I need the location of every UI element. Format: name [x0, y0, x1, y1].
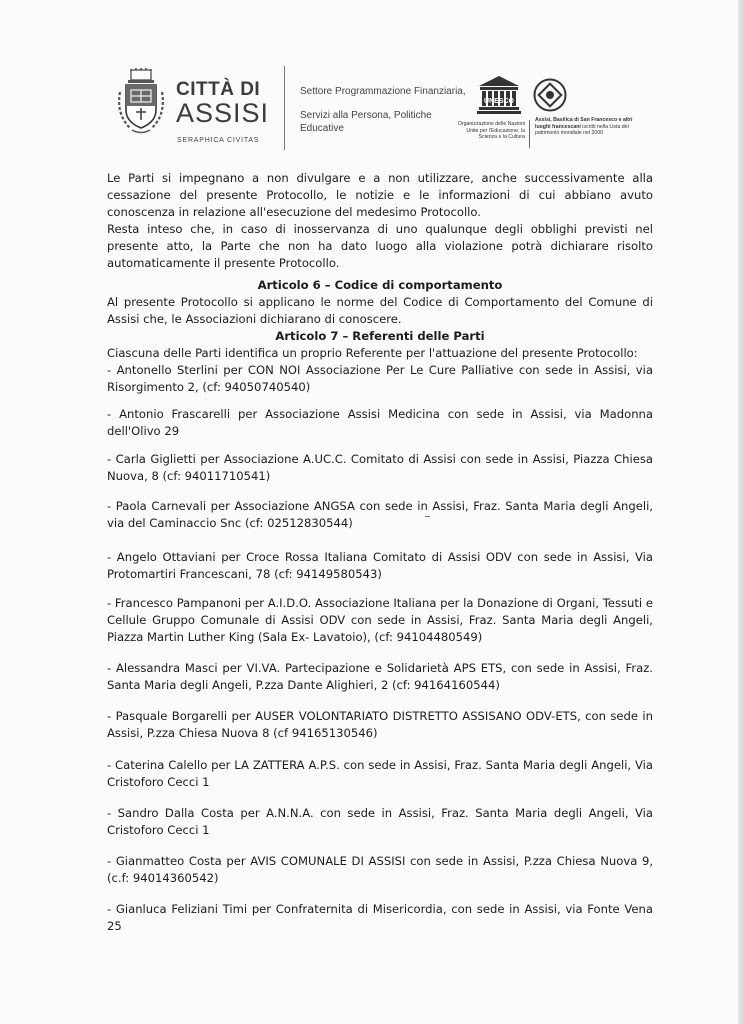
world-heritage-caption-rest: iscritti nella Lista del patrimonio mondiale nel 2000 — [535, 123, 629, 137]
article-6-heading: Articolo 6 – Codice di comportamento — [257, 278, 503, 292]
stray-mark — [425, 516, 430, 517]
referent-item: - Caterina Calello per LA ZATTERA A.P.S. con sede in Assisi, Fraz. Santa Maria degli Angeli, Via Cristoforo Cecci 1 — [107, 758, 653, 789]
article-6-text: Al presente Protocollo si applicano le norme del Codice di Comportamento del Comune di Assisi che, le Associazioni dichiarano di conoscere. — [107, 295, 653, 326]
referent-item: - Paola Carnevali per Associazione ANGSA con sede in Assisi, Fraz. Santa Maria degli Angeli, via del Caminaccio Snc (cf: 02512830544) — [107, 499, 653, 530]
logo-divider — [529, 120, 530, 148]
referent-item: - Gianluca Feliziani Timi per Confraternita di Misericordia, con sede in Assisi, via Fonte Vena 25 — [107, 902, 653, 933]
header-divider — [284, 66, 285, 150]
paragraph-confidentiality: Le Parti si impegnano a non divulgare e a non utilizzare, anche successivamente alla cessazione del presente Protocollo, le notizie e le informazioni di cui abbiano avuto conoscenza in relazione all'esecuzione del medesimo Protocollo. — [107, 171, 653, 219]
page-edge-shadow — [738, 0, 744, 1024]
unesco-temple-icon — [476, 74, 522, 114]
unesco-wordmark: UNESCO — [484, 98, 514, 105]
world-heritage-emblem-icon — [533, 78, 567, 112]
city-name-line1: CITTÀ DI — [176, 79, 261, 100]
city-name-line2: ASSISI — [176, 98, 270, 128]
article-7-intro: Ciascuna delle Parti identifica un proprio Referente per l'attuazione del presente Protocollo: — [107, 346, 638, 360]
referent-item: - Angelo Ottaviani per Croce Rossa Italiana Comitato di Assisi ODV con sede in Assisi, Via Protomartiri Francescani, 78 (cf: 94149580543) — [107, 550, 653, 581]
world-heritage-caption-bold: Assisi, Basilica di San Francesco e altri luoghi francescani — [535, 117, 633, 130]
unesco-caption: Organizzazione delle Nazioni Unite per l'Educazione, la Scienza e la Cultura — [457, 121, 525, 141]
department-line2: Servizi alla Persona, Politiche Educative — [300, 110, 432, 134]
city-motto: SERAPHICA CIVITAS — [177, 137, 260, 144]
paragraph-termination: Resta inteso che, in caso di inosservanza di uno qualunque degli obblighi previsti nel presente atto, la Parte che non ha dato luogo alla violazione potrà dichiarare risolto automaticamente il presente Protocollo. — [107, 222, 653, 270]
referent-item: - Francesco Pampanoni per A.I.D.O. Associazione Italiana per la Donazione di Organi, Tessuti e Cellule Gruppo Comunale di Assisi ODV con sede in Assisi, Fraz. Santa Maria degli Angeli, Piazza Martin Luther King (Sala Ex- Lavatoio), (cf: 94104480549) — [107, 596, 653, 644]
referent-item: - Antonio Frascarelli per Associazione Assisi Medicina con sede in Assisi, via Madonna dell'Olivo 29 — [107, 407, 653, 438]
referent-item: - Alessandra Masci per VI.VA. Partecipazione e Solidarietà APS ETS, con sede in Assisi, Fraz. Santa Maria degli Angeli, P.zza Dante Alighieri, 2 (cf: 94164160544) — [107, 661, 653, 692]
referent-item: - Carla Giglietti per Associazione A.UC.C. Comitato di Assisi con sede in Assisi, Piazza Chiesa Nuova, 8 (cf: 94011710541) — [107, 452, 653, 483]
article-7-heading: Articolo 7 – Referenti delle Parti — [275, 329, 485, 343]
referent-item: - Antonello Sterlini per CON NOI Associazione Per Le Cure Palliative con sede in Assisi, via Risorgimento 2, (cf: 94050740540) — [107, 363, 653, 394]
referent-item: - Gianmatteo Costa per AVIS COMUNALE DI ASSISI con sede in Assisi, P.zza Chiesa Nuova 9, (c.f: 94014360542) — [107, 854, 653, 885]
assisi-crest-icon — [114, 68, 168, 138]
city-name — [176, 80, 269, 127]
referent-item: - Sandro Dalla Costa per A.N.N.A. con sede in Assisi, Fraz. Santa Maria degli Angeli, Via Cristoforo Cecci 1 — [107, 806, 653, 837]
world-heritage-caption — [535, 117, 645, 137]
document-body — [107, 170, 653, 935]
referent-item: - Pasquale Borgarelli per AUSER VOLONTARIATO DISTRETTO ASSISANO ODV-ETS, con sede in Assisi, P.zza Chiesa Nuova 8 (cf 94165130546) — [107, 709, 653, 740]
department-line1: Settore Programmazione Finanziaria, — [300, 86, 466, 97]
